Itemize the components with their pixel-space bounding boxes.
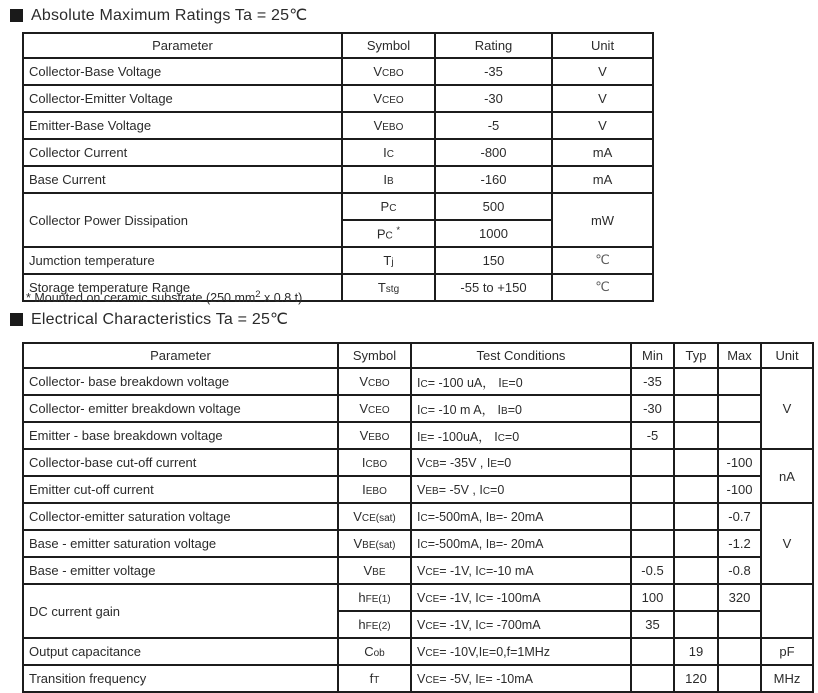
cell-typ: 120 — [674, 665, 718, 692]
cell-typ — [674, 611, 718, 638]
table-row — [23, 193, 653, 220]
cell-rating: -35 — [435, 58, 552, 85]
electrical-characteristics-table — [22, 342, 814, 693]
cell-symbol: VCEO — [338, 395, 411, 422]
cell-symbol: PC — [342, 193, 435, 220]
cell-parameter: DC current gain — [23, 584, 338, 638]
cell-unit: mW — [552, 193, 653, 247]
col-header-unit: Unit — [761, 343, 813, 368]
table-row — [23, 503, 813, 530]
cell-symbol: IEBO — [338, 476, 411, 503]
cell-symbol: fT — [338, 665, 411, 692]
table-header-row — [23, 33, 653, 58]
cell-max: -100 — [718, 449, 761, 476]
cell-parameter: Emitter-Base Voltage — [23, 112, 342, 139]
cell-test-conditions: IE= -100uA， IC=0 — [411, 422, 631, 449]
cell-parameter: Base - emitter saturation voltage — [23, 530, 338, 557]
cell-max: -100 — [718, 476, 761, 503]
col-header-test-conditions: Test Conditions — [411, 343, 631, 368]
cell-parameter: Collector-Emitter Voltage — [23, 85, 342, 112]
cell-unit: V — [552, 85, 653, 112]
cell-min — [631, 503, 674, 530]
table-row — [23, 139, 653, 166]
cell-max: 320 — [718, 584, 761, 611]
cell-typ — [674, 584, 718, 611]
table-row — [23, 247, 653, 274]
cell-symbol: VCEO — [342, 85, 435, 112]
cell-unit: mA — [552, 139, 653, 166]
cell-test-conditions: VEB= -5V , IC=0 — [411, 476, 631, 503]
cell-max — [718, 665, 761, 692]
cell-unit: V — [761, 503, 813, 584]
cell-symbol: hFE(2) — [338, 611, 411, 638]
cell-unit: ℃ — [552, 247, 653, 274]
col-header-max: Max — [718, 343, 761, 368]
black-square-icon — [10, 9, 23, 22]
cell-parameter: Base Current — [23, 166, 342, 193]
black-square-icon — [10, 313, 23, 326]
cell-symbol: VEBO — [342, 112, 435, 139]
cell-max: -0.7 — [718, 503, 761, 530]
cell-rating: -160 — [435, 166, 552, 193]
table-row — [23, 85, 653, 112]
cell-typ — [674, 422, 718, 449]
table-row — [23, 530, 813, 557]
cell-max — [718, 368, 761, 395]
table-row — [23, 584, 813, 611]
cell-min — [631, 476, 674, 503]
cell-symbol: Tstg — [342, 274, 435, 301]
cell-min: -0.5 — [631, 557, 674, 584]
table-row — [23, 58, 653, 85]
cell-symbol: hFE(1) — [338, 584, 411, 611]
col-header-symbol: Symbol — [338, 343, 411, 368]
cell-parameter: Collector-base cut-off current — [23, 449, 338, 476]
col-header-symbol: Symbol — [342, 33, 435, 58]
cell-parameter: Jumction temperature — [23, 247, 342, 274]
table-row — [23, 665, 813, 692]
cell-unit: ℃ — [552, 274, 653, 301]
cell-unit: V — [552, 112, 653, 139]
cell-rating: 1000 — [435, 220, 552, 247]
cell-parameter: Collector- emitter breakdown voltage — [23, 395, 338, 422]
cell-parameter: Collector Current — [23, 139, 342, 166]
cell-symbol: Cob — [338, 638, 411, 665]
cell-symbol: VBE — [338, 557, 411, 584]
cell-unit: pF — [761, 638, 813, 665]
cell-parameter: Transition frequency — [23, 665, 338, 692]
cell-max — [718, 611, 761, 638]
cell-parameter: Collector- base breakdown voltage — [23, 368, 338, 395]
cell-min — [631, 449, 674, 476]
cell-rating: -30 — [435, 85, 552, 112]
cell-rating: -800 — [435, 139, 552, 166]
cell-rating: -5 — [435, 112, 552, 139]
cell-max — [718, 638, 761, 665]
col-header-min: Min — [631, 343, 674, 368]
cell-symbol: PC * — [342, 220, 435, 247]
cell-symbol: IC — [342, 139, 435, 166]
cell-test-conditions: VCE= -5V, IE= -10mA — [411, 665, 631, 692]
cell-typ — [674, 557, 718, 584]
cell-unit: V — [761, 368, 813, 449]
cell-parameter: Collector-emitter saturation voltage — [23, 503, 338, 530]
cell-unit: nA — [761, 449, 813, 503]
table-header-row — [23, 343, 813, 368]
abs-max-section-title — [10, 5, 307, 25]
cell-max — [718, 395, 761, 422]
cell-symbol: IB — [342, 166, 435, 193]
table-row — [23, 368, 813, 395]
col-header-typ: Typ — [674, 343, 718, 368]
cell-symbol: ICBO — [338, 449, 411, 476]
cell-min — [631, 638, 674, 665]
cell-typ — [674, 449, 718, 476]
cell-test-conditions: IC= -10 m A， IB=0 — [411, 395, 631, 422]
cell-min: 35 — [631, 611, 674, 638]
cell-max: -0.8 — [718, 557, 761, 584]
cell-min: -5 — [631, 422, 674, 449]
col-header-rating: Rating — [435, 33, 552, 58]
col-header-parameter: Parameter — [23, 33, 342, 58]
table-row — [23, 166, 653, 193]
cell-typ — [674, 368, 718, 395]
cell-typ — [674, 476, 718, 503]
cell-unit — [761, 584, 813, 638]
footnote: * Mounted on ceramic substrate (250 $mm^2$ x 0.8 t) — [26, 289, 303, 306]
table-row — [23, 476, 813, 503]
cell-parameter: Collector-Base Voltage — [23, 58, 342, 85]
abs-max-title-text: Absolute Maximum Ratings Ta = 25℃ — [31, 7, 308, 24]
col-header-unit: Unit — [552, 33, 653, 58]
cell-test-conditions: IC=-500mA, IB=- 20mA — [411, 503, 631, 530]
cell-typ: 19 — [674, 638, 718, 665]
col-header-parameter: Parameter — [23, 343, 338, 368]
cell-unit: V — [552, 58, 653, 85]
cell-typ — [674, 395, 718, 422]
cell-test-conditions: IC= -100 uA， IE=0 — [411, 368, 631, 395]
cell-test-conditions: IC=-500mA, IB=- 20mA — [411, 530, 631, 557]
cell-rating: -55 to +150 — [435, 274, 552, 301]
cell-test-conditions: VCE= -1V, IC= -700mA — [411, 611, 631, 638]
cell-test-conditions: VCB= -35V , IE=0 — [411, 449, 631, 476]
cell-symbol: VCE(sat) — [338, 503, 411, 530]
cell-test-conditions: VCE= -10V,IE=0,f=1MHz — [411, 638, 631, 665]
table-row — [23, 449, 813, 476]
cell-symbol: VCBO — [342, 58, 435, 85]
cell-parameter: Emitter cut-off current — [23, 476, 338, 503]
table-row — [23, 638, 813, 665]
cell-min: 100 — [631, 584, 674, 611]
cell-rating: 150 — [435, 247, 552, 274]
cell-symbol: VEBO — [338, 422, 411, 449]
table-row — [23, 112, 653, 139]
table-row — [23, 395, 813, 422]
cell-parameter: Collector Power Dissipation — [23, 193, 342, 247]
cell-min: -35 — [631, 368, 674, 395]
cell-unit: mA — [552, 166, 653, 193]
cell-parameter: Emitter - base breakdown voltage — [23, 422, 338, 449]
cell-max: -1.2 — [718, 530, 761, 557]
cell-symbol: VBE(sat) — [338, 530, 411, 557]
cell-parameter: Storage temperature Range — [23, 274, 342, 301]
table-row — [23, 557, 813, 584]
cell-symbol: VCBO — [338, 368, 411, 395]
cell-parameter: Output capacitance — [23, 638, 338, 665]
cell-min: -30 — [631, 395, 674, 422]
table-row — [23, 422, 813, 449]
cell-max — [718, 422, 761, 449]
cell-typ — [674, 503, 718, 530]
elec-char-title-text: Electrical Characteristics Ta = 25℃ — [31, 311, 289, 328]
absolute-maximum-ratings-table — [22, 32, 654, 302]
elec-char-section-title — [10, 309, 288, 329]
cell-min — [631, 665, 674, 692]
cell-test-conditions: VCE= -1V, IC= -100mA — [411, 584, 631, 611]
cell-unit: MHz — [761, 665, 813, 692]
cell-parameter: Base - emitter voltage — [23, 557, 338, 584]
cell-min — [631, 530, 674, 557]
cell-symbol: Tj — [342, 247, 435, 274]
cell-test-conditions: VCE= -1V, IC=-10 mA — [411, 557, 631, 584]
cell-rating: 500 — [435, 193, 552, 220]
cell-typ — [674, 530, 718, 557]
